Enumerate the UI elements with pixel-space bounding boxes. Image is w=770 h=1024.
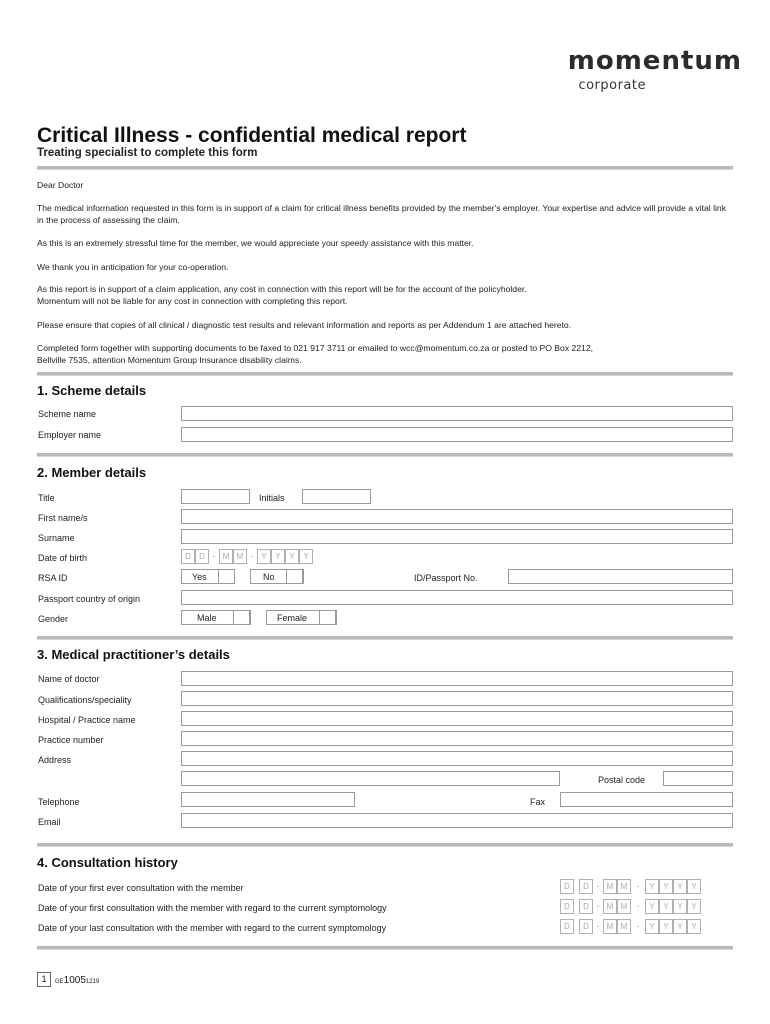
- year-digit[interactable]: Y: [673, 879, 687, 894]
- month-digit[interactable]: M: [219, 549, 233, 564]
- intro-paragraph-1: The medical information requested in this form is in support of a claim for critical illness benefits provided by the member's employer. Your expertise and advice will provide a vital link in the process of assessing the claim.: [37, 203, 726, 225]
- section-4-heading: 4. Consultation history: [37, 855, 178, 870]
- day-digit[interactable]: D: [560, 879, 574, 894]
- postal-code-field[interactable]: [663, 771, 733, 786]
- intro-paragraph-6a: Completed form together with supporting documents to be faxed to 021 917 3711 or emailed to wcc@momentum.co.za or posted to PO Box 2212,: [37, 343, 594, 353]
- month-digit[interactable]: M: [603, 879, 617, 894]
- day-digit[interactable]: D: [579, 899, 593, 914]
- page-subtitle: Treating specialist to complete this form: [37, 147, 258, 159]
- first-names-field[interactable]: [181, 509, 733, 524]
- divider: [37, 166, 733, 170]
- address-label: Address: [38, 755, 72, 765]
- hospital-label: Hospital / Practice name: [38, 715, 136, 725]
- telephone-field[interactable]: [181, 792, 355, 807]
- month-digit[interactable]: M: [617, 899, 631, 914]
- divider: [37, 946, 733, 950]
- year-digit[interactable]: Y: [257, 549, 271, 564]
- month-digit[interactable]: M: [617, 879, 631, 894]
- year-digit[interactable]: Y: [645, 899, 659, 914]
- month-digit[interactable]: M: [603, 899, 617, 914]
- postal-code-label: Postal code: [598, 775, 646, 785]
- hospital-field[interactable]: [181, 711, 733, 726]
- form-code-suffix: 1219: [85, 979, 100, 985]
- section-2-heading: 2. Member details: [37, 465, 147, 480]
- page-title: Critical Illness - confidential medical report: [37, 124, 467, 147]
- intro-paragraph-2: As this is an extremely stressful time for the member, we would appreciate your speedy assistance with this matter.: [37, 238, 474, 248]
- day-digit[interactable]: D: [195, 549, 209, 564]
- logo-subtext: corporate: [578, 78, 646, 93]
- email-label: Email: [38, 817, 61, 827]
- month-digit[interactable]: M: [617, 919, 631, 934]
- date-separator: -: [250, 551, 254, 561]
- first-names-label: First name/s: [38, 513, 88, 523]
- section-1-heading: 1. Scheme details: [37, 383, 147, 398]
- gender-male-checkbox[interactable]: [233, 610, 250, 625]
- initials-field[interactable]: [302, 489, 371, 504]
- intro-paragraph-4a: As this report is in support of a claim application, any cost in connection with this report will be for the account of the policyholder.: [37, 284, 527, 294]
- logo-wordmark: momentum: [567, 46, 742, 76]
- year-digit[interactable]: Y: [285, 549, 299, 564]
- yes-label: Yes: [192, 571, 207, 582]
- female-label: Female: [277, 612, 308, 623]
- divider: [37, 843, 733, 847]
- male-label: Male: [197, 612, 217, 623]
- telephone-label: Telephone: [38, 797, 80, 807]
- divider: [37, 636, 733, 640]
- dob-label: Date of birth: [38, 553, 88, 563]
- scheme-name-field[interactable]: [181, 406, 733, 421]
- first-ever-consultation-label: Date of your first ever consultation with the member: [38, 883, 244, 893]
- year-digit[interactable]: Y: [645, 879, 659, 894]
- id-passport-label: ID/Passport No.: [414, 573, 478, 583]
- day-digit[interactable]: D: [560, 919, 574, 934]
- doctor-name-label: Name of doctor: [38, 674, 100, 684]
- last-consultation-label: Date of your last consultation with the member with regard to the current symptomology: [38, 923, 387, 933]
- year-digit[interactable]: Y: [673, 899, 687, 914]
- first-ever-consultation-date[interactable]: [560, 879, 701, 894]
- date-separator: -: [596, 901, 600, 911]
- form-code-prefix: GE: [55, 979, 64, 985]
- qualifications-field[interactable]: [181, 691, 733, 706]
- fax-label: Fax: [530, 797, 546, 807]
- intro-paragraph-5: Please ensure that copies of all clinical / diagnostic test results and relevant information and reports as per Addendum 1 are attached hereto.: [37, 320, 572, 330]
- practice-number-field[interactable]: [181, 731, 733, 746]
- divider: [37, 453, 733, 457]
- id-passport-field[interactable]: [508, 569, 733, 584]
- year-digit[interactable]: Y: [687, 919, 701, 934]
- rsa-id-no-checkbox[interactable]: [286, 569, 303, 584]
- year-digit[interactable]: Y: [687, 879, 701, 894]
- momentum-logo: [568, 46, 742, 93]
- passport-country-label: Passport country of origin: [38, 594, 141, 604]
- divider: [37, 372, 733, 376]
- address-field-line-1[interactable]: [181, 751, 733, 766]
- year-digit[interactable]: Y: [659, 879, 673, 894]
- form-code-number: 1005: [63, 975, 86, 986]
- passport-country-field[interactable]: [181, 590, 733, 605]
- surname-label: Surname: [38, 533, 75, 543]
- year-digit[interactable]: Y: [673, 919, 687, 934]
- last-consultation-date[interactable]: [560, 919, 701, 934]
- year-digit[interactable]: Y: [659, 899, 673, 914]
- title-label: Title: [38, 493, 55, 503]
- intro-paragraph-3: We thank you in anticipation for your co-operation.: [37, 262, 229, 272]
- email-field[interactable]: [181, 813, 733, 828]
- gender-female-checkbox[interactable]: [319, 610, 336, 625]
- day-digit[interactable]: D: [181, 549, 195, 564]
- doctor-name-field[interactable]: [181, 671, 733, 686]
- date-separator: -: [212, 551, 216, 561]
- gender-label: Gender: [38, 614, 69, 624]
- year-digit[interactable]: Y: [687, 899, 701, 914]
- qualifications-label: Qualifications/speciality: [38, 695, 132, 705]
- page-number: 1: [37, 972, 51, 987]
- first-consultation-symptoms-label: Date of your first consultation with the member with regard to the current symptomology: [38, 903, 387, 913]
- intro-paragraph-4b: Momentum will not be liable for any cost in connection with completing this report.: [37, 296, 348, 306]
- date-separator: -: [636, 921, 640, 931]
- day-digit[interactable]: D: [579, 879, 593, 894]
- dob-date-input[interactable]: [181, 549, 313, 564]
- date-separator: -: [636, 901, 640, 911]
- surname-field[interactable]: [181, 529, 733, 544]
- initials-label: Initials: [259, 493, 285, 503]
- address-field-line-2[interactable]: [181, 771, 560, 786]
- employer-name-label: Employer name: [38, 430, 102, 440]
- rsa-id-yes-checkbox[interactable]: [218, 569, 235, 584]
- form-code: [55, 975, 99, 986]
- day-digit[interactable]: D: [560, 899, 574, 914]
- greeting: Dear Doctor: [37, 180, 84, 190]
- year-digit[interactable]: Y: [299, 549, 313, 564]
- year-digit[interactable]: Y: [659, 919, 673, 934]
- year-digit[interactable]: Y: [645, 919, 659, 934]
- employer-name-field[interactable]: [181, 427, 733, 442]
- intro-paragraph-6b: Bellville 7535, attention Momentum Group Insurance disability claims.: [37, 355, 302, 365]
- day-digit[interactable]: D: [579, 919, 593, 934]
- month-digit[interactable]: M: [603, 919, 617, 934]
- fax-field[interactable]: [560, 792, 733, 807]
- date-separator: -: [636, 881, 640, 891]
- rsa-id-label: RSA ID: [38, 573, 68, 583]
- first-consultation-symptoms-date[interactable]: [560, 899, 701, 914]
- title-field[interactable]: [181, 489, 250, 504]
- no-label: No: [263, 571, 275, 582]
- month-digit[interactable]: M: [233, 549, 247, 564]
- scheme-name-label: Scheme name: [38, 409, 97, 419]
- section-3-heading: 3. Medical practitioner’s details: [37, 647, 230, 662]
- date-separator: -: [596, 921, 600, 931]
- year-digit[interactable]: Y: [271, 549, 285, 564]
- date-separator: -: [596, 881, 600, 891]
- practice-number-label: Practice number: [38, 735, 104, 745]
